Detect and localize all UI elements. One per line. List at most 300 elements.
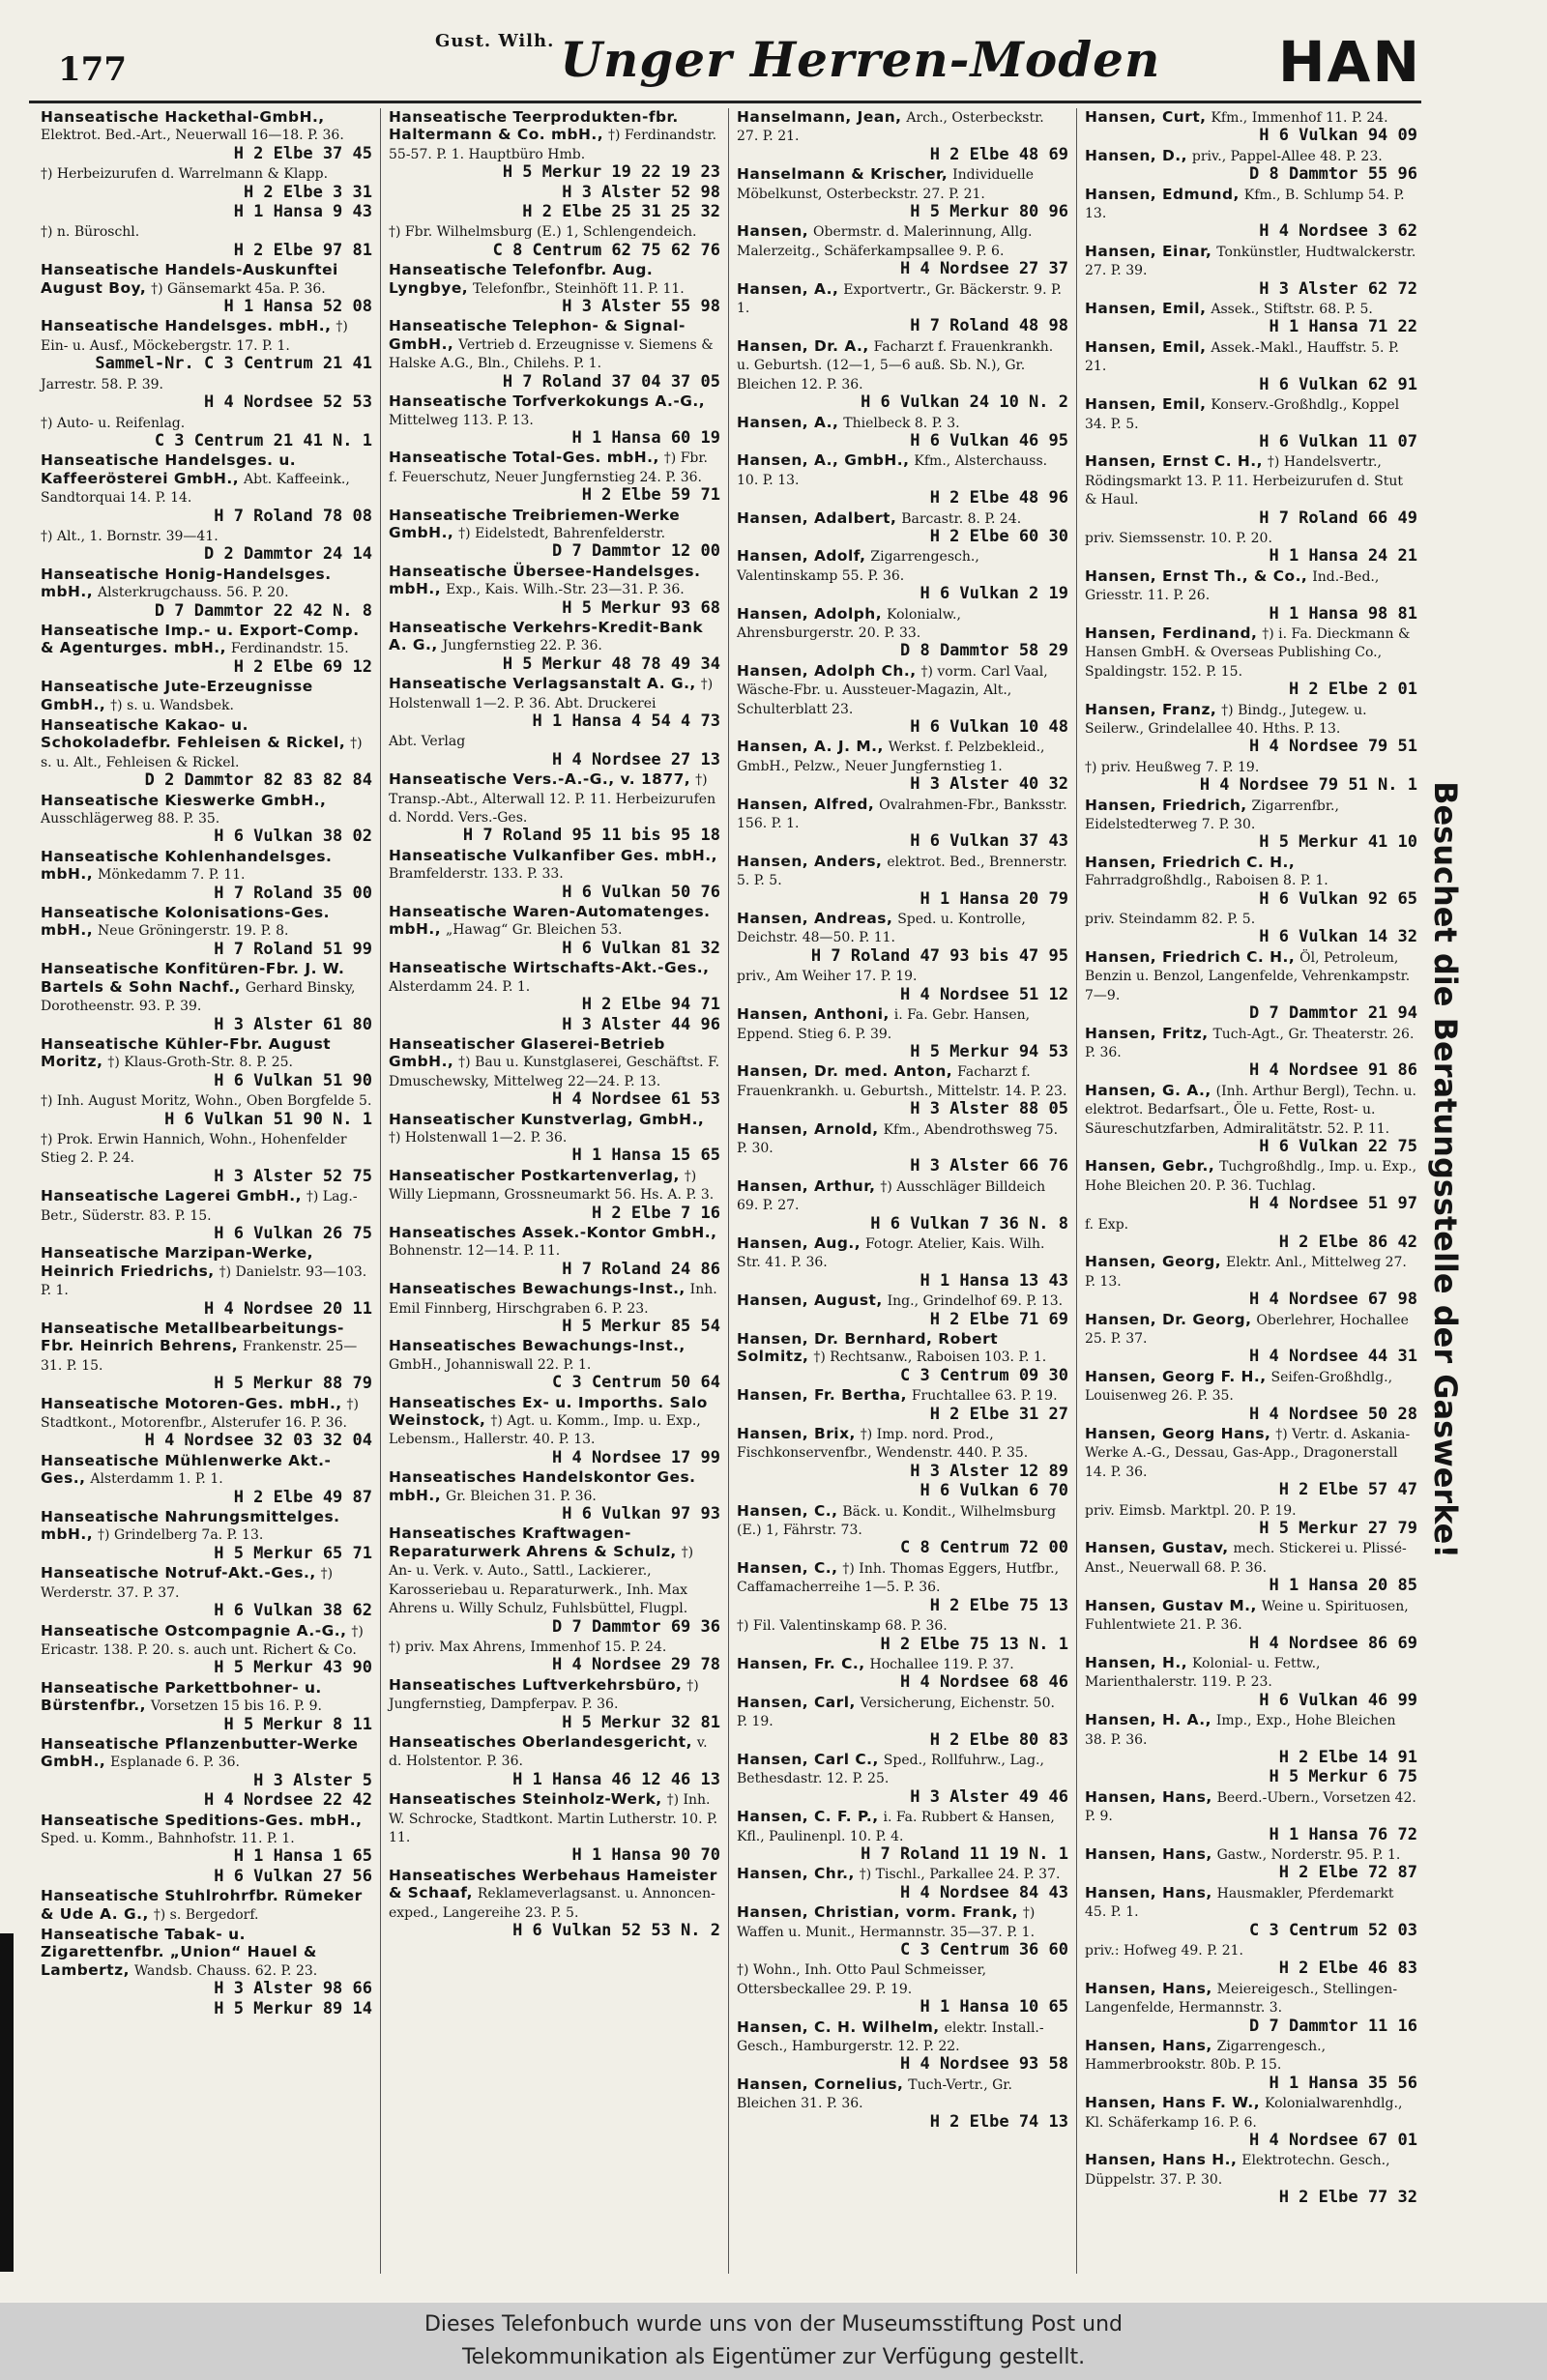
- entry-name: Hanseatische Ostcompagnie A.-G.,: [41, 1621, 347, 1640]
- binding-edge-mark: [0, 1933, 14, 2272]
- entry-phone: H 2 Elbe 71 69: [929, 1309, 1068, 1329]
- entry-phone: H 6 Vulkan 22 75: [1259, 1136, 1417, 1156]
- entry-phone: H 1 Hansa 9 43: [233, 202, 372, 222]
- entry-phone: H 6 Vulkan 2 19: [919, 584, 1068, 604]
- listing-entry: [1085, 186, 1417, 241]
- entry-details: †) Werderstr. 37. P. 37.: [41, 1566, 334, 1601]
- entry-name: Hansen,: [737, 222, 809, 241]
- entry-phone: H 6 Vulkan 11 07: [1259, 431, 1417, 451]
- entry-details: Assek.-Makl., Hauffstr. 5. P. 21.: [1085, 339, 1399, 375]
- listing-entry: [41, 1244, 372, 1318]
- entry-details: Kolonialwarenhdlg., Kl. Schäferkamp 16. P. 6.: [1085, 2096, 1403, 2131]
- entry-phone: H 6 Vulkan 62 91: [1259, 374, 1417, 394]
- footer-notice: [0, 2303, 1547, 2380]
- entry-phone: H 3 Alster 44 96: [562, 1014, 720, 1034]
- entry-phone: H 2 Elbe 75 13 N. 1: [880, 1634, 1068, 1654]
- entry-name: Hanseatische Parkettbohner- u. Bürstenfbr.,: [41, 1678, 322, 1715]
- entry-name: Hanseatische Notruf-Akt.-Ges.,: [41, 1564, 316, 1582]
- entry-name: Hanseatische Honig-Handelsges. mbH.,: [41, 565, 332, 601]
- entry-phone: H 2 Elbe 60 30: [929, 526, 1068, 546]
- listing-entry: [1085, 1157, 1417, 1212]
- entry-details: †) Klaus-Groth-Str. 8. P. 25.: [107, 1055, 293, 1071]
- listing-entry: [737, 108, 1068, 163]
- entry-phone: H 4 Nordsee 79 51 N. 1: [1199, 775, 1417, 796]
- entry-details: †) Inh. Thomas Eggers, Hutfbr., Caffamacherreihe 1—5. P. 36.: [737, 1560, 1060, 1596]
- entry-phone: H 1 Hansa 13 43: [919, 1270, 1068, 1291]
- entry-details: †) Inh. W. Schrocke, Stadtkont. Martin Lutherstr. 10. P. 11.: [389, 1792, 718, 1845]
- entry-phone: H 6 Vulkan 94 09: [1259, 126, 1417, 146]
- entry-phone: H 4 Nordsee 44 31: [1249, 1347, 1417, 1367]
- entry-details: †) Ferdinandstr. 55-57. P. 1. Hauptbüro Hmb.: [389, 128, 717, 162]
- entry-details: Konserv.-Großhdlg., Koppel 34. P. 5.: [1085, 397, 1400, 432]
- listing-entry: [1085, 1884, 1417, 1939]
- entry-details: †) Willy Liepmann, Grossneumarkt 56. Hs. A. P. 3.: [389, 1168, 715, 1204]
- listing-entry: [737, 1120, 1068, 1175]
- listing-entry: [737, 1425, 1068, 1480]
- listing-entry: [737, 1865, 1068, 1901]
- entry-details: †) Jungfernstieg, Dampferpav. P. 36.: [389, 1677, 699, 1713]
- listing-entry: [1085, 1788, 1417, 1843]
- entry-details: Vertrieb d. Erzeugnisse v. Siemens & Halske A.G., Bln., Chilehs. P. 1.: [389, 336, 714, 372]
- listing-entry: [1085, 243, 1417, 298]
- entry-phone: D 7 Dammtor 69 36: [552, 1616, 720, 1637]
- entry-name: Hansen, Anthoni,: [737, 1005, 890, 1024]
- listing-entry: [389, 1280, 720, 1335]
- entry-phone: H 5 Merkur 89 14: [214, 1998, 372, 2018]
- entry-phone: H 4 Nordsee 17 99: [552, 1447, 720, 1467]
- entry-details: Zigarrenfbr., Eidelstedterweg 7. P. 30.: [1085, 798, 1339, 833]
- entry-details: Ing., Grindelhof 69. P. 13.: [887, 1293, 1064, 1310]
- entry-name: Hanseatisches Steinholz-Werk,: [389, 1790, 662, 1809]
- entry-name: Hansen, C.,: [737, 1558, 838, 1577]
- entry-name: Hanseatisches Bewachungs-Inst.,: [389, 1280, 686, 1298]
- entry-phone: H 6 Vulkan 51 90 N. 1: [164, 1109, 372, 1129]
- entry-name: Hansen, Andreas,: [737, 910, 893, 928]
- header-rule: [29, 101, 1421, 103]
- entry-phone: H 6 Vulkan 81 32: [562, 938, 720, 958]
- entry-name: Hansen, Ernst C. H.,: [1085, 452, 1263, 471]
- entry-phone: H 7 Roland 48 98: [910, 316, 1068, 336]
- sidebar-ad-text: Besuchet die Beratungsstelle der Gaswerke!: [1427, 781, 1464, 1558]
- entry-name: Hanseatische Telefonfbr. Aug. Lyngbye,: [389, 261, 654, 297]
- entry-name: Hansen, Franz,: [1085, 700, 1217, 718]
- entry-name: Hansen, Einar,: [1085, 242, 1212, 260]
- entry-name: Hanseatische Vulkanfiber Ges. mbH.,: [389, 846, 717, 864]
- entry-details: Abt. Verlag: [389, 734, 466, 750]
- entry-details: †) priv. Max Ahrens, Immenhof 15. P. 24.: [389, 1639, 667, 1655]
- entry-phone: H 5 Merkur 88 79: [214, 1374, 372, 1394]
- entry-phone: H 4 Nordsee 22 42: [204, 1790, 372, 1811]
- entry-phone: H 4 Nordsee 68 46: [900, 1672, 1068, 1693]
- entry-details: Fotogr. Atelier, Kais. Wilh. Str. 41. P. 36.: [737, 1235, 1045, 1271]
- entry-phone: H 1 Hansa 4 54 4 73: [532, 711, 720, 731]
- entry-details: Esplanade 6. P. 36.: [110, 1755, 240, 1771]
- listing-entry: [389, 1468, 720, 1523]
- listing-entry: [737, 796, 1068, 851]
- entry-name: Hanseatische Kühler-Fbr. August Moritz,: [41, 1034, 332, 1071]
- entry-name: Hanseatische Mühlenwerke Akt.-Ges.,: [41, 1451, 332, 1488]
- entry-details: †) Tischl., Parkallee 24. P. 37.: [859, 1867, 1061, 1883]
- entry-phone: H 4 Nordsee 67 01: [1249, 2131, 1417, 2151]
- entry-details: Gastw., Norderstr. 95. P. 1.: [1216, 1846, 1401, 1863]
- entry-details: Beerd.-Ubern., Vorsetzen 42. P. 9.: [1085, 1789, 1416, 1825]
- entry-phone: H 3 Alster 5: [253, 1770, 372, 1790]
- entry-name: Hanseatische Speditions-Ges. mbH.,: [41, 1811, 363, 1829]
- entry-name: Hansen, Alfred,: [737, 795, 875, 813]
- entry-details: Arch., Osterbeckstr. 27. P. 21.: [737, 110, 1044, 145]
- listing-entry: [737, 2075, 1068, 2131]
- page-number: 177: [58, 50, 127, 89]
- listing-entry: [737, 1005, 1068, 1060]
- entry-phone: H 2 Elbe 7 16: [591, 1203, 720, 1223]
- entry-name: Hansen, Anders,: [737, 852, 883, 870]
- listing-entry: [41, 1791, 372, 1809]
- listing-entry: [389, 1111, 720, 1165]
- entry-phone: H 4 Nordsee 52 53: [204, 392, 372, 413]
- footer-line-2: Telekommunikation als Eigentümer zur Verfügung gestellt.: [461, 2345, 1086, 2369]
- entry-phone: H 1 Hansa 15 65: [571, 1146, 720, 1166]
- entry-details: †) Danielstr. 93—103. P. 1.: [41, 1263, 367, 1299]
- entry-name: Hansen, Arthur,: [737, 1176, 876, 1195]
- entry-name: Hanseatische Metallbearbeitungs-Fbr. Heinrich Behrens,: [41, 1320, 344, 1355]
- listing-entry: [389, 563, 720, 617]
- entry-name: Hanseatischer Postkartenverlag,: [389, 1166, 680, 1184]
- entry-phone: H 2 Elbe 37 45: [233, 143, 372, 163]
- listing-entry: [737, 967, 1068, 1003]
- entry-details: Ovalrahmen-Fbr., Banksstr. 156. P. 1.: [737, 797, 1067, 832]
- entry-phone: H 5 Merkur 6 75: [1269, 1767, 1417, 1787]
- entry-phone: H 2 Elbe 94 71: [581, 995, 720, 1015]
- listing-entry: [1085, 1311, 1417, 1366]
- entry-phone: H 4 Nordsee 29 78: [552, 1655, 720, 1675]
- entry-details: Alsterdamm 1. P. 1.: [90, 1471, 223, 1488]
- listing-entry: [41, 1035, 372, 1089]
- listing-entry: [1085, 1768, 1417, 1785]
- entry-phone: H 6 Vulkan 46 95: [910, 430, 1068, 450]
- entry-details: Mönkedamm 7. P. 11.: [98, 867, 246, 884]
- entry-phone: H 5 Merkur 48 78 49 34: [502, 653, 720, 674]
- entry-phone: H 4 Nordsee 67 98: [1249, 1290, 1417, 1310]
- listing-entry: [737, 337, 1068, 412]
- entry-phone: H 1 Hansa 20 79: [919, 888, 1068, 909]
- listing-entry: [1085, 1597, 1417, 1652]
- entry-name: Hansen, Adolph Ch.,: [737, 661, 917, 680]
- entry-phone: H 6 Vulkan 6 70: [919, 1481, 1068, 1501]
- listing-entry: [389, 1167, 720, 1222]
- entry-details: Kolonialw., Ahrensburgerstr. 20. P. 33.: [737, 606, 961, 641]
- entry-details: †) Gänsemarkt 45a. P. 36.: [151, 280, 326, 297]
- entry-phone: H 6 Vulkan 37 43: [910, 831, 1068, 852]
- listing-entry: [41, 904, 372, 958]
- listing-entry: [389, 770, 720, 845]
- entry-phone: D 8 Dammtor 58 29: [900, 641, 1068, 661]
- entry-details: elektrot. Bed., Brennerstr. 5. P. 5.: [737, 854, 1067, 889]
- entry-name: Hanseatische Kolonisations-Ges. mbH.,: [41, 904, 331, 940]
- entry-name: Hanseatische Jute-Erzeugnisse GmbH.,: [41, 678, 313, 713]
- listing-entry: [389, 392, 720, 447]
- entry-phone: H 2 Elbe 97 81: [233, 240, 372, 260]
- entry-name: Hanseatische Imp.- u. Export-Comp. & Agenturges. mbH.,: [41, 621, 360, 657]
- listing-entry: [41, 960, 372, 1033]
- entry-phone: D 7 Dammtor 21 94: [1249, 1003, 1417, 1024]
- entry-name: Hanseatische Total-Ges. mbH.,: [389, 449, 659, 467]
- entry-details: †) n. Büroschl.: [41, 224, 140, 241]
- listing-entry: [737, 1062, 1068, 1117]
- listing-entry: [737, 1386, 1068, 1423]
- entry-phone: C 8 Centrum 62 75 62 76: [492, 240, 720, 260]
- entry-details: Zigarrengesch., Hammerbrookstr. 80b. P. 15.: [1085, 2039, 1327, 2074]
- entry-name: Hanseatische Marzipan-Werke, Heinrich Friedrichs,: [41, 1244, 314, 1280]
- entry-details: †) vorm. Carl Vaal, Wäsche-Fbr. u. Aussteuer-Magazin, Alt., Schulterblatt 23.: [737, 663, 1048, 717]
- entry-phone: H 7 Roland 95 11 bis 95 18: [462, 826, 720, 846]
- listing-entry: [41, 2000, 372, 2017]
- entry-details: †) Herbeizurufen d. Warrelmann & Klapp.: [41, 166, 329, 183]
- entry-details: Bramfelderstr. 133. P. 33.: [389, 866, 564, 883]
- entry-phone: H 4 Nordsee 27 37: [900, 259, 1068, 279]
- entry-details: Sped. u. Kontrolle, Deichstr. 48—50. P. 11.: [737, 912, 1026, 946]
- entry-phone: H 3 Alster 12 89: [910, 1461, 1068, 1481]
- entry-phone: C 3 Centrum 52 03: [1249, 1920, 1417, 1940]
- entry-phone: H 6 Vulkan 7 36 N. 8: [870, 1213, 1068, 1234]
- entry-name: Hansen, Hans H.,: [1085, 2151, 1238, 2169]
- entry-phone: H 2 Elbe 72 87: [1278, 1863, 1417, 1883]
- entry-phone: H 6 Vulkan 97 93: [562, 1504, 720, 1524]
- entry-details: Kfm., Abendrothsweg 75. P. 30.: [737, 1121, 1059, 1156]
- listing-entry: [1085, 2094, 1417, 2149]
- column-4: [1077, 108, 1425, 2274]
- entry-name: Hansen, Hans,: [1085, 2037, 1212, 2055]
- entry-details: Ind.-Bed., Griesstr. 11. P. 26.: [1085, 568, 1380, 604]
- entry-details: f. Exp.: [1085, 1216, 1129, 1233]
- entry-phone: H 1 Hansa 20 85: [1269, 1576, 1417, 1596]
- listing-entry: [1085, 1845, 1417, 1882]
- entry-name: Hanseatische Kakao- u. Schokoladefbr. Fehleisen & Rickel,: [41, 716, 346, 752]
- entry-phone: H 5 Merkur 32 81: [562, 1712, 720, 1732]
- entry-phone: H 1 Hansa 60 19: [571, 427, 720, 448]
- sidebar-advertisement: [1421, 735, 1470, 1605]
- entry-name: Hanseatisches Assek.-Kontor GmbH.,: [389, 1223, 717, 1241]
- entry-name: Hanseatischer Glaserei-Betrieb GmbH.,: [389, 1034, 665, 1071]
- index-key: HAN: [1278, 29, 1421, 95]
- entry-name: Hanseatische Verkehrs-Kredit-Bank A. G.,: [389, 618, 704, 654]
- listing-entry: [41, 1091, 372, 1128]
- entry-phone: C 3 Centrum 36 60: [900, 1940, 1068, 1959]
- entry-details: priv. Steindamm 82. P. 5.: [1085, 912, 1256, 928]
- listing-entry: [737, 1751, 1068, 1806]
- entry-details: †) Wohn., Inh. Otto Paul Schmeisser, Ottersbeckallee 29. P. 19.: [737, 1962, 987, 1997]
- entry-phone: H 2 Elbe 3 31: [243, 182, 372, 202]
- listing-entry: [737, 1502, 1068, 1557]
- entry-details: Thielbeck 8. P. 3.: [843, 415, 960, 431]
- listing-columns: [33, 108, 1425, 2274]
- entry-phone: H 3 Alster 52 75: [214, 1166, 372, 1186]
- entry-details: elektr. Install.-Gesch., Hamburgerstr. 12. P. 22.: [737, 2019, 1044, 2055]
- entry-phone: H 6 Vulkan 51 90: [214, 1070, 372, 1090]
- entry-details: Assek., Stiftstr. 68. P. 5.: [1211, 302, 1373, 318]
- entry-phone: D 8 Dammtor 55 96: [1249, 164, 1417, 185]
- entry-name: Hansen, C. F. P.,: [737, 1808, 879, 1826]
- entry-phone: H 5 Merkur 65 71: [214, 1543, 372, 1563]
- entry-phone: H 4 Nordsee 27 13: [552, 749, 720, 769]
- entry-name: Hanseatische Handelsges. u. Kaffeerösterei GmbH.,: [41, 451, 297, 487]
- entry-details: †) Stadtkont., Motorenfbr., Alsterufer 16. P. 36.: [41, 1396, 360, 1432]
- entry-phone: H 1 Hansa 24 21: [1269, 546, 1417, 566]
- entry-details: Inh. Emil Finnberg, Hirschgraben 6. P. 23.: [389, 1282, 717, 1317]
- entry-name: Hansen, Adolph,: [737, 604, 883, 623]
- entry-details: priv.: Hofweg 49. P. 21.: [1085, 1943, 1243, 1959]
- entry-name: Hansen, Emil,: [1085, 300, 1207, 318]
- entry-phone: H 6 Vulkan 50 76: [562, 882, 720, 902]
- listing-entry: [41, 414, 372, 450]
- entry-details: Weine u. Spirituosen, Fuhlentwiete 21. P. 36.: [1085, 1598, 1409, 1634]
- listing-entry: [1085, 910, 1417, 946]
- entry-phone: H 5 Merkur 43 90: [214, 1658, 372, 1678]
- listing-entry: [737, 165, 1068, 220]
- listing-entry: [1085, 1711, 1417, 1766]
- listing-entry: [41, 848, 372, 902]
- entry-phone: H 3 Alster 55 98: [562, 297, 720, 317]
- listing-entry: [41, 716, 372, 790]
- entry-details: priv. Eimsb. Marktpl. 20. P. 19.: [1085, 1502, 1297, 1519]
- listing-entry: [389, 317, 720, 391]
- entry-details: Mittelweg 113. P. 13.: [389, 412, 534, 428]
- listing-entry: [737, 280, 1068, 335]
- entry-name: Hansen, G. A.,: [1085, 1081, 1211, 1099]
- entry-name: Hanselmann & Krischer,: [737, 165, 949, 184]
- entry-phone: H 4 Nordsee 91 86: [1249, 1060, 1417, 1081]
- listing-entry: [41, 1868, 372, 1885]
- listing-entry: [737, 1960, 1068, 2016]
- entry-details: †) i. Fa. Dieckmann & Hansen GmbH. & Overseas Publishing Co., Spaldingstr. 152. P. 15.: [1085, 625, 1411, 680]
- entry-phone: H 7 Roland 47 93 bis 47 95: [810, 945, 1068, 966]
- entry-details: Telefonfbr., Steinhöft 11. P. 11.: [473, 280, 685, 297]
- entry-details: †) Imp. nord. Prod., Fischkonservenfbr., Wendenstr. 440. P. 35.: [737, 1427, 1029, 1462]
- entry-phone: H 5 Merkur 8 11: [223, 1714, 372, 1734]
- entry-name: Hanseatische Lagerei GmbH.,: [41, 1187, 302, 1205]
- entry-name: Hansen, C. H. Wilhelm,: [737, 2017, 940, 2036]
- entry-details: †) Agt. u. Komm., Imp. u. Exp., Lebensm., Hallerstr. 40. P. 13.: [389, 1413, 701, 1448]
- entry-details: †) Bau u. Kunstglaserei, Geschäftst. F. Dmuschewsky, Mittelweg 22—24. P. 13.: [389, 1055, 720, 1089]
- entry-details: Ferdinandstr. 15.: [230, 641, 349, 657]
- entry-name: Hansen, Dr. Georg,: [1085, 1310, 1252, 1328]
- listing-entry: [737, 1482, 1068, 1499]
- footer-line-1: Dieses Telefonbuch wurde uns von der Museumsstiftung Post und: [423, 2312, 1124, 2336]
- column-2: [381, 108, 729, 2274]
- listing-entry: [41, 566, 372, 620]
- entry-name: Hanseatisches Oberlandesgericht,: [389, 1732, 693, 1751]
- entry-details: GmbH., Johanniswall 22. P. 1.: [389, 1356, 592, 1373]
- entry-phone: H 2 Elbe 77 32: [1278, 2188, 1417, 2208]
- entry-phone: H 1 Hansa 52 08: [223, 297, 372, 317]
- listing-entry: [41, 1735, 372, 1789]
- listing-entry: [737, 1292, 1068, 1328]
- listing-entry: [1085, 1941, 1417, 1978]
- listing-entry: [737, 853, 1068, 908]
- entry-name: Hansen, A.,: [737, 279, 839, 298]
- entry-name: Hansen, Friedrich,: [1085, 796, 1247, 814]
- entry-details: Tuch-Agt., Gr. Theaterstr. 26. P. 36.: [1085, 1026, 1415, 1060]
- listing-entry: [389, 619, 720, 673]
- entry-phone: H 2 Elbe 80 83: [929, 1729, 1068, 1750]
- listing-entry: [1085, 1082, 1417, 1156]
- entry-details: †) Rechtsanw., Raboisen 103. P. 1.: [813, 1350, 1047, 1366]
- entry-phone: H 6 Vulkan 46 99: [1259, 1690, 1417, 1710]
- entry-name: Hanseatische Motoren-Ges. mbH.,: [41, 1394, 342, 1412]
- column-1: [33, 108, 381, 2274]
- entry-phone: H 3 Alster 98 66: [214, 1979, 372, 1999]
- entry-phone: H 4 Nordsee 61 53: [552, 1089, 720, 1110]
- listing-entry: [1085, 624, 1417, 699]
- listing-entry: [1085, 1980, 1417, 2035]
- entry-name: Hansen, A. J. M.,: [737, 738, 884, 756]
- listing-entry: [1085, 854, 1417, 908]
- entry-name: Hansen, H.,: [1085, 1653, 1188, 1671]
- entry-name: Hanseatischer Kunstverlag, GmbH.,: [389, 1110, 705, 1128]
- entry-details: Zigarrengesch., Valentinskamp 55. P. 36.: [737, 549, 979, 584]
- entry-phone: H 5 Merkur 94 53: [910, 1041, 1068, 1061]
- entry-name: Hanseatische Treibriemen-Werke GmbH.,: [389, 506, 681, 541]
- listing-entry: [1085, 1253, 1417, 1308]
- entry-name: Hansen, Ernst Th., & Co.,: [1085, 566, 1308, 585]
- listing-entry: [389, 1790, 720, 1865]
- listing-entry: [41, 1187, 372, 1242]
- entry-name: Hansen, Brix,: [737, 1425, 856, 1443]
- entry-name: Hanseatische Handelsges. mbH.,: [41, 317, 332, 335]
- listing-entry: [1085, 1539, 1417, 1594]
- entry-name: Hanseatische Verlagsanstalt A. G.,: [389, 675, 696, 693]
- entry-phone: H 1 Hansa 46 12 46 13: [512, 1769, 720, 1789]
- entry-details: †) Handelsvertr., Rödingsmarkt 13. P. 11. Herbeizurufen d. Stut & Haul.: [1085, 454, 1404, 508]
- listing-entry: [389, 1016, 720, 1033]
- entry-details: Elektrotechn. Gesch., Düppelstr. 37. P. 30.: [1085, 2153, 1390, 2188]
- entry-name: Hanseatische Teerprodukten-fbr. Haltermann & Co. mbH.,: [389, 108, 679, 144]
- listing-entry: [1085, 1425, 1417, 1499]
- entry-name: Hansen, Carl C.,: [737, 1750, 879, 1768]
- listing-entry: [389, 1394, 720, 1467]
- listing-entry: [737, 1655, 1068, 1692]
- listing-entry: [389, 261, 720, 315]
- listing-entry: [737, 414, 1068, 450]
- entry-phone: H 2 Elbe 46 83: [1278, 1959, 1417, 1979]
- entry-phone: H 7 Roland 35 00: [214, 883, 372, 903]
- entry-phone: H 6 Vulkan 52 53 N. 2: [512, 1921, 720, 1940]
- entry-name: Hansen, Christian, vorm. Frank,: [737, 1903, 1018, 1922]
- entry-details: Exportvertr., Gr. Bäckerstr. 9. P. 1.: [737, 281, 1063, 317]
- entry-details: †) Alt., 1. Bornstr. 39—41.: [41, 528, 219, 544]
- entry-phone: H 4 Nordsee 84 43: [900, 1882, 1068, 1902]
- entry-details: Elektrot. Bed.-Art., Neuerwall 16—18. P. 36.: [41, 128, 344, 144]
- entry-phone: H 4 Nordsee 86 69: [1249, 1633, 1417, 1653]
- entry-name: Hansen, Dr. Bernhard, Robert Solmitz,: [737, 1330, 999, 1366]
- listing-entry: [389, 1733, 720, 1788]
- entry-details: †) Ericastr. 138. P. 20. s. auch unt. Richert & Co.: [41, 1623, 364, 1658]
- entry-phone: D 2 Dammtor 82 83 82 84: [144, 770, 372, 791]
- entry-details: †) An- u. Verk. v. Auto., Sattl., Lackierer., Karosseriebau u. Reparaturwerk., Inh. Max Ahrens u. Willy Schulz, Fuhlsbüttel, Flugpl.: [389, 1544, 694, 1617]
- listing-entry: [737, 1694, 1068, 1749]
- entry-details: †) Fbr. Wilhelmsburg (E.) 1, Schlengendeich.: [389, 224, 697, 241]
- entry-details: Neue Gröningerstr. 19. P. 8.: [98, 923, 289, 940]
- entry-phone: H 4 Nordsee 79 51: [1249, 737, 1417, 757]
- entry-details: Hausmakler, Pferdemarkt 45. P. 1.: [1085, 1885, 1394, 1921]
- entry-name: Hanseatisches Ex- u. Imporths. Salo Weinstock,: [389, 1393, 708, 1430]
- entry-details: †) Auto- u. Reifenlag.: [41, 415, 186, 431]
- advertiser-name: Unger Herren-Moden: [560, 31, 1161, 88]
- entry-details: Kolonial- u. Fettw., Marienthalerstr. 119. P. 23.: [1085, 1655, 1321, 1691]
- entry-name: Hanseatische Handels-Auskunftei August Boy,: [41, 261, 338, 297]
- entry-name: Hansen, Hans,: [1085, 1883, 1212, 1901]
- listing-entry: [41, 222, 372, 259]
- entry-phone: H 6 Vulkan 27 56: [214, 1866, 372, 1886]
